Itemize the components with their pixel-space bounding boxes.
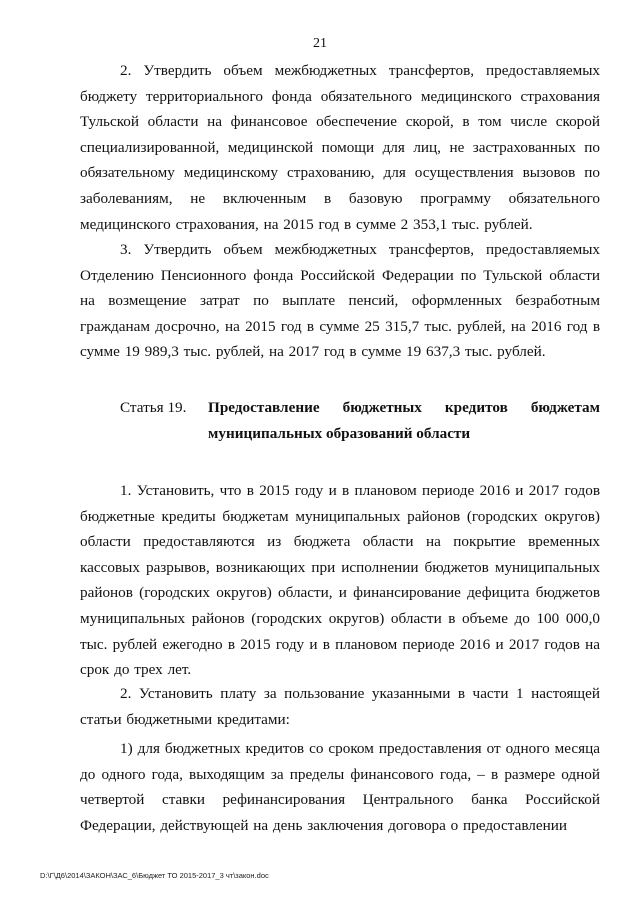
file-path-footer: D:\Г\Д6\2014\ЗАКОН\ЗАС_6\Бюджет ТО 2015-2017_3 чт\закон.doc: [40, 871, 269, 880]
article-heading: [80, 395, 600, 447]
article-title-line-2: муниципальных образований области: [208, 425, 471, 442]
page-number: 21: [313, 36, 327, 51]
paragraph-text: 3. Утвердить объем межбюджетных трансфертов, предоставляемых Отделению Пенсионного фонда Российской Федерации по Тульской области на возмещение затрат по выплате пенсий, оформленных безработным гражданам досрочно, на 2015 год в сумме 25 315,7 тыс. рублей, на 2016 год в сумме 19 989,3 тыс. рублей, на 2017 год в сумме 19 637,3 тыс. рублей.: [80, 241, 600, 361]
paragraph-text: 2. Установить плату за пользование указанными в части 1 настоящей статьи бюджетными кредитами:: [80, 685, 600, 728]
article-title: [208, 395, 600, 447]
paragraph-budget-credits: [80, 478, 600, 683]
article-label: Статья 19.: [120, 399, 187, 416]
paragraph-transfers-medical-insurance: [80, 58, 600, 237]
paragraph-transfers-pension-fund: [80, 237, 600, 365]
paragraph-text: 1. Установить, что в 2015 году и в плановом периоде 2016 и 2017 годов бюджетные кредиты бюджетам муниципальных районов (городских округов) области предоставляются из бюджета области на покрытие временных кассовых разрывов, возникающих при исполнении бюджетов муниципальных районов (городских округов) области, и финансирование дефицита бюджетов муниципальных районов (городских округов) области в объеме до 100 000,0 тыс. рублей ежегодно в 2015 году и в плановом периоде 2016 и 2017 годов на срок до трех лет.: [80, 482, 600, 679]
paragraph-text: 1) для бюджетных кредитов со сроком предоставления от одного месяца до одного года, выходящим за пределы финансового года, – в размере одной четвертой ставки рефинансирования Центрального банка Российской Федерации, действующей на день заключения договора о предоставлении: [80, 740, 600, 834]
article-title-line-1: Предоставление бюджетных кредитов бюджетам: [208, 399, 600, 416]
paragraph-credit-terms: [80, 736, 600, 838]
paragraph-text: 2. Утвердить объем межбюджетных трансфертов, предоставляемых бюджету территориального фонда обязательного медицинского страхования Тульской области на финансовое обеспечение скорой, в том числе скорой специализированной, медицинской помощи для лиц, не застрахованных по обязательному медицинскому страхованию, для осуществления вызовов по заболеваниям, не включенным в базовую программу обязательного медицинского страхования, на 2015 год в сумме 2 353,1 тыс. рублей.: [80, 62, 600, 233]
paragraph-credit-fee: [80, 681, 600, 732]
